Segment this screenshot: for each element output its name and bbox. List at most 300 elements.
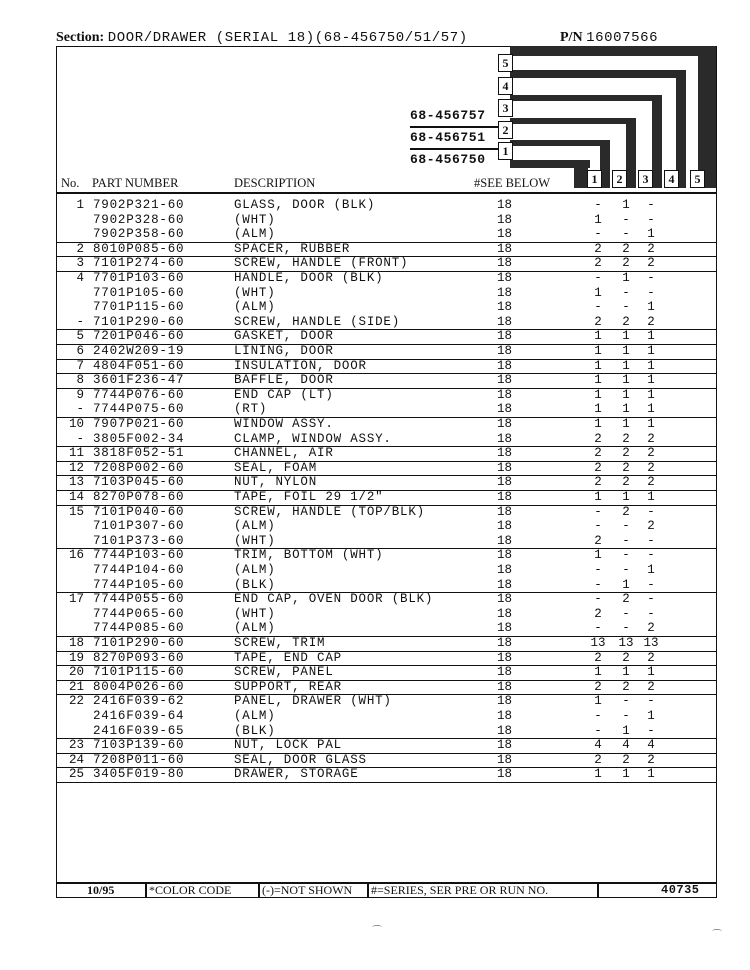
section-value: DOOR/DRAWER (SERIAL 18)(68-456750/51/57) <box>107 30 468 46</box>
qty-series-3: - <box>647 533 655 548</box>
part-number: 7902P358-60 <box>93 227 185 242</box>
part-number: 7744P085-60 <box>93 621 185 636</box>
col-box-5: 5 <box>690 170 705 188</box>
qty-series-3: 4 <box>647 738 655 753</box>
qty-series-2: - <box>622 548 630 563</box>
footer-not-shown: (-)=NOT SHOWN <box>262 883 353 897</box>
table-row <box>56 753 717 769</box>
qty-series-1: 1 <box>594 417 602 431</box>
table-row <box>56 592 717 607</box>
series: 18 <box>497 592 513 607</box>
qty-series-1: - <box>594 227 602 242</box>
table-row <box>56 680 717 696</box>
series-bar-base <box>510 160 590 168</box>
qty-series-2: 2 <box>622 752 630 767</box>
row-number: 19 <box>68 650 84 665</box>
footer-divider <box>145 883 147 897</box>
description: TAPE, END CAP <box>234 650 342 665</box>
table-row <box>56 636 717 652</box>
qty-series-3: 1 <box>647 402 655 417</box>
description: NUT, NYLON <box>234 475 318 490</box>
series-box-5: 5 <box>498 54 513 72</box>
series: 18 <box>497 563 513 577</box>
part-number: 3601F236-47 <box>93 373 185 388</box>
table-row <box>56 665 717 681</box>
qty-series-3: 1 <box>647 227 655 242</box>
table-row <box>56 446 717 462</box>
qty-series-3: 1 <box>647 767 655 782</box>
description: (BLK) <box>234 577 276 592</box>
table-row <box>56 738 717 754</box>
series-box-2: 2 <box>498 121 513 139</box>
qty-series-2: 2 <box>622 650 630 665</box>
qty-series-1: - <box>594 563 602 577</box>
qty-series-1: - <box>594 271 602 285</box>
description: WINDOW ASSY. <box>234 417 334 431</box>
row-number: 25 <box>68 767 84 782</box>
footer-series-note: #=SERIES, SER PRE OR RUN NO. <box>371 883 549 897</box>
row-number: 7 <box>76 358 84 373</box>
description: END CAP (LT) <box>234 387 334 402</box>
qty-series-1: 1 <box>594 285 602 300</box>
description: TRIM, BOTTOM (WHT) <box>234 548 384 563</box>
part-number: 7208P002-60 <box>93 460 185 475</box>
series: 18 <box>497 460 513 475</box>
table-row <box>56 300 717 315</box>
footer-divider <box>367 883 369 897</box>
part-number: 7902P328-60 <box>93 212 185 227</box>
row-number: 5 <box>76 329 84 344</box>
qty-series-3: - <box>647 723 655 738</box>
part-number: 4804F051-60 <box>93 358 185 373</box>
series: 18 <box>497 314 513 329</box>
description: END CAP, OVEN DOOR (BLK) <box>234 592 434 607</box>
footer-divider <box>258 883 260 897</box>
table-row <box>56 242 717 258</box>
part-number: 2416F039-64 <box>93 709 185 723</box>
qty-series-2: - <box>622 606 630 621</box>
description: (BLK) <box>234 723 276 738</box>
qty-series-3: 2 <box>647 431 655 446</box>
part-number: 7101P290-60 <box>93 314 185 329</box>
row-number: 14 <box>68 490 84 504</box>
model-label-1: 68-456757 <box>410 108 486 123</box>
description: SCREW, TRIM <box>234 636 326 650</box>
qty-series-3: 2 <box>647 519 655 534</box>
table-row <box>56 694 717 709</box>
qty-series-2: 1 <box>622 417 630 431</box>
qty-series-1: - <box>594 621 602 636</box>
qty-series-3: 2 <box>647 650 655 665</box>
part-number: 2416F039-62 <box>93 694 185 709</box>
series-box-3: 3 <box>498 99 513 117</box>
series: 18 <box>497 300 513 315</box>
qty-series-3: 2 <box>647 446 655 461</box>
qty-series-2: 1 <box>622 767 630 782</box>
description: INSULATION, DOOR <box>234 358 367 373</box>
table-row <box>56 329 717 345</box>
part-number: 7201P046-60 <box>93 329 185 344</box>
series-bar-3 <box>652 95 662 188</box>
description: GLASS, DOOR (BLK) <box>234 198 376 212</box>
description: GASKET, DOOR <box>234 329 334 344</box>
qty-series-2: - <box>622 300 630 315</box>
description: SCREW, HANDLE (TOP/BLK) <box>234 504 425 519</box>
series: 18 <box>497 271 513 285</box>
description: HANDLE, DOOR (BLK) <box>234 271 384 285</box>
series: 18 <box>497 490 513 504</box>
row-number: 2 <box>76 241 84 256</box>
qty-series-2: 2 <box>622 679 630 694</box>
qty-series-1: 2 <box>594 431 602 446</box>
table-row <box>56 373 717 389</box>
description: (ALM) <box>234 227 276 242</box>
series: 18 <box>497 636 513 650</box>
header-rule <box>56 192 717 194</box>
qty-series-1: - <box>594 504 602 519</box>
part-number: 7103P139-60 <box>93 738 185 753</box>
part-number: 7103P045-60 <box>93 475 185 490</box>
qty-series-1: 1 <box>594 212 602 227</box>
series-bar-top <box>510 46 716 56</box>
qty-series-2: - <box>622 709 630 723</box>
qty-series-2: 1 <box>622 665 630 680</box>
table-row <box>56 461 717 477</box>
table-row <box>56 388 717 403</box>
series-bar-1-h <box>510 140 610 146</box>
footer-date: 10/95 <box>87 883 115 897</box>
series: 18 <box>497 475 513 490</box>
row-number: - <box>76 431 84 446</box>
row-number: 8 <box>76 373 84 388</box>
qty-series-2: 13 <box>618 636 634 650</box>
table-row <box>56 534 717 550</box>
qty-series-2: 1 <box>622 723 630 738</box>
description: TAPE, FOIL 29 1/2" <box>234 490 384 504</box>
series-bar-3-h <box>510 95 662 101</box>
pn-label: P/N <box>560 30 583 45</box>
qty-series-2: 2 <box>622 256 630 271</box>
page-mark-scribble: ⌒ <box>712 930 722 941</box>
qty-series-1: 1 <box>594 694 602 709</box>
table-row <box>56 767 717 783</box>
qty-series-3: 13 <box>643 636 659 650</box>
qty-series-1: 1 <box>594 665 602 680</box>
qty-series-3: - <box>647 198 655 212</box>
qty-series-3: 1 <box>647 490 655 504</box>
description: BAFFLE, DOOR <box>234 373 334 388</box>
part-number-heading <box>560 30 658 46</box>
description: (WHT) <box>234 606 276 621</box>
part-number: 7101P307-60 <box>93 519 185 534</box>
qty-series-2: 2 <box>622 504 630 519</box>
table-row <box>56 417 717 432</box>
table-row <box>56 198 717 213</box>
part-number: 7701P115-60 <box>93 300 185 315</box>
part-number: 7744P075-60 <box>93 402 185 417</box>
table-row <box>56 256 717 272</box>
table-row <box>56 344 717 360</box>
qty-series-2: 1 <box>622 344 630 358</box>
description: NUT, LOCK PAL <box>234 738 342 753</box>
qty-series-3: 1 <box>647 373 655 388</box>
footer-divider <box>597 883 599 897</box>
row-number: 13 <box>68 475 84 490</box>
row-number: 6 <box>76 344 84 358</box>
series: 18 <box>497 694 513 709</box>
table-row <box>56 490 717 506</box>
qty-series-1: 2 <box>594 241 602 256</box>
qty-series-1: - <box>594 198 602 212</box>
qty-series-3: - <box>647 548 655 563</box>
description: DRAWER, STORAGE <box>234 767 359 782</box>
part-number: 7101P290-60 <box>93 636 185 650</box>
series-box-4: 4 <box>498 77 513 95</box>
row-number: 3 <box>76 256 84 271</box>
series: 18 <box>497 723 513 738</box>
row-number: 1 <box>76 198 84 212</box>
description: (ALM) <box>234 621 276 636</box>
row-number: 10 <box>68 417 84 431</box>
part-number: 7101P115-60 <box>93 665 185 680</box>
part-number: 8010P085-60 <box>93 241 185 256</box>
qty-series-3: 1 <box>647 417 655 431</box>
part-number: 7101P040-60 <box>93 504 185 519</box>
qty-series-2: 1 <box>622 198 630 212</box>
model-label-2: 68-456751 <box>410 130 486 145</box>
series-bar-base-v <box>574 168 588 188</box>
qty-series-3: - <box>647 592 655 607</box>
series: 18 <box>497 402 513 417</box>
section-label: Section: <box>56 30 105 45</box>
qty-series-3: - <box>647 285 655 300</box>
table-row <box>56 519 717 534</box>
col-header-part-number: PART NUMBER <box>92 176 179 190</box>
qty-series-2: 4 <box>622 738 630 753</box>
table-row <box>56 621 717 637</box>
qty-series-2: 1 <box>622 373 630 388</box>
part-number: 7744P104-60 <box>93 563 185 577</box>
row-number: 24 <box>68 752 84 767</box>
model-label-3: 68-456750 <box>410 152 486 167</box>
table-row <box>56 563 717 578</box>
table-row <box>56 505 717 520</box>
row-number: 21 <box>68 679 84 694</box>
part-number: 8270P093-60 <box>93 650 185 665</box>
qty-series-1: 2 <box>594 475 602 490</box>
series: 18 <box>497 212 513 227</box>
col-box-1: 1 <box>587 170 602 188</box>
qty-series-3: - <box>647 694 655 709</box>
qty-series-1: 2 <box>594 446 602 461</box>
table-row <box>56 359 717 375</box>
qty-series-3: - <box>647 212 655 227</box>
description: SCREW, PANEL <box>234 665 334 680</box>
qty-series-1: 2 <box>594 650 602 665</box>
qty-series-1: 1 <box>594 387 602 402</box>
table-row <box>56 651 717 667</box>
part-number: 7744P105-60 <box>93 577 185 592</box>
row-number: 15 <box>68 504 84 519</box>
model-rule-1 <box>410 126 498 128</box>
qty-series-1: 1 <box>594 358 602 373</box>
series: 18 <box>497 344 513 358</box>
series: 18 <box>497 387 513 402</box>
table-row <box>56 578 717 594</box>
row-number: 12 <box>68 460 84 475</box>
row-number: 9 <box>76 387 84 402</box>
series: 18 <box>497 650 513 665</box>
series: 18 <box>497 198 513 212</box>
series: 18 <box>497 519 513 534</box>
qty-series-3: - <box>647 504 655 519</box>
qty-series-2: 1 <box>622 329 630 344</box>
description: SEAL, DOOR GLASS <box>234 752 367 767</box>
row-number: 20 <box>68 665 84 680</box>
row-number: 16 <box>68 548 84 563</box>
qty-series-3: 1 <box>647 329 655 344</box>
qty-series-3: 2 <box>647 621 655 636</box>
series: 18 <box>497 665 513 680</box>
series: 18 <box>497 417 513 431</box>
qty-series-2: - <box>622 285 630 300</box>
qty-series-3: 2 <box>647 679 655 694</box>
qty-series-1: 2 <box>594 752 602 767</box>
series: 18 <box>497 241 513 256</box>
qty-series-1: 1 <box>594 490 602 504</box>
part-number: 3818F052-51 <box>93 446 185 461</box>
qty-series-3: 1 <box>647 300 655 315</box>
series: 18 <box>497 752 513 767</box>
qty-series-3: 2 <box>647 460 655 475</box>
qty-series-2: - <box>622 621 630 636</box>
series-bar-4-h <box>510 70 686 78</box>
description: (ALM) <box>234 709 276 723</box>
qty-series-2: 1 <box>622 402 630 417</box>
table-row <box>56 548 717 563</box>
qty-series-2: 1 <box>622 577 630 592</box>
series: 18 <box>497 358 513 373</box>
part-number: 7907P021-60 <box>93 417 185 431</box>
qty-series-1: - <box>594 592 602 607</box>
description: (ALM) <box>234 300 276 315</box>
part-number: 8270P078-60 <box>93 490 185 504</box>
qty-series-2: 2 <box>622 446 630 461</box>
qty-series-1: 13 <box>590 636 606 650</box>
qty-series-1: 2 <box>594 606 602 621</box>
table-row <box>56 709 717 724</box>
description: (WHT) <box>234 212 276 227</box>
part-number: 7744P055-60 <box>93 592 185 607</box>
qty-series-1: 1 <box>594 344 602 358</box>
qty-series-3: - <box>647 577 655 592</box>
part-number: 7208P011-60 <box>93 752 185 767</box>
qty-series-3: 2 <box>647 752 655 767</box>
series: 18 <box>497 767 513 782</box>
row-number: 22 <box>68 694 84 709</box>
series-bar-2 <box>626 118 636 188</box>
footer-bar <box>56 882 717 898</box>
qty-series-1: 2 <box>594 460 602 475</box>
part-number: 3805F002-34 <box>93 431 185 446</box>
qty-series-3: 1 <box>647 709 655 723</box>
qty-series-3: 1 <box>647 358 655 373</box>
series: 18 <box>497 373 513 388</box>
row-number: 18 <box>68 636 84 650</box>
part-number: 8004P026-60 <box>93 679 185 694</box>
series: 18 <box>497 577 513 592</box>
series-bar-2-h <box>510 118 636 124</box>
description: CLAMP, WINDOW ASSY. <box>234 431 392 446</box>
part-number: 7701P105-60 <box>93 285 185 300</box>
qty-series-1: 1 <box>594 548 602 563</box>
table-row <box>56 286 717 301</box>
qty-series-1: - <box>594 519 602 534</box>
description: SCREW, HANDLE (FRONT) <box>234 256 409 271</box>
description: (RT) <box>234 402 268 417</box>
qty-series-1: 2 <box>594 256 602 271</box>
qty-series-1: 1 <box>594 402 602 417</box>
row-number: 17 <box>68 592 84 607</box>
row-number: - <box>76 314 84 329</box>
qty-series-3: 2 <box>647 256 655 271</box>
series: 18 <box>497 738 513 753</box>
qty-series-2: - <box>622 563 630 577</box>
series: 18 <box>497 431 513 446</box>
table-row <box>56 271 717 286</box>
series: 18 <box>497 621 513 636</box>
qty-series-2: 2 <box>622 592 630 607</box>
col-box-4: 4 <box>664 170 679 188</box>
table-row <box>56 724 717 740</box>
table-row <box>56 213 717 228</box>
part-number: 7744P065-60 <box>93 606 185 621</box>
page-mark-scribble: ⌒ <box>372 926 382 937</box>
footer-color-code: *COLOR CODE <box>149 883 232 897</box>
description: SPACER, RUBBER <box>234 241 351 256</box>
table-row <box>56 402 717 418</box>
col-header-no: No. <box>61 176 80 190</box>
qty-series-3: - <box>647 271 655 285</box>
qty-series-1: 1 <box>594 767 602 782</box>
part-number: 7701P103-60 <box>93 271 185 285</box>
qty-series-3: - <box>647 606 655 621</box>
qty-series-3: 1 <box>647 665 655 680</box>
qty-series-2: - <box>622 533 630 548</box>
series: 18 <box>497 504 513 519</box>
row-number: 23 <box>68 738 84 753</box>
series: 18 <box>497 256 513 271</box>
description: CHANNEL, AIR <box>234 446 334 461</box>
qty-series-3: 2 <box>647 314 655 329</box>
series-bar-5 <box>698 46 716 188</box>
description: (WHT) <box>234 285 276 300</box>
row-number: 11 <box>68 446 84 461</box>
table-row <box>56 475 717 491</box>
footer-page-code: 40735 <box>661 883 700 897</box>
part-number: 7744P103-60 <box>93 548 185 563</box>
qty-series-2: 2 <box>622 460 630 475</box>
qty-series-1: 4 <box>594 738 602 753</box>
section-heading <box>56 30 468 46</box>
series: 18 <box>497 709 513 723</box>
qty-series-3: 1 <box>647 344 655 358</box>
qty-series-2: 1 <box>622 490 630 504</box>
table-row <box>56 432 717 448</box>
model-rule-2 <box>410 148 498 150</box>
qty-series-1: - <box>594 300 602 315</box>
part-number: 7101P274-60 <box>93 256 185 271</box>
